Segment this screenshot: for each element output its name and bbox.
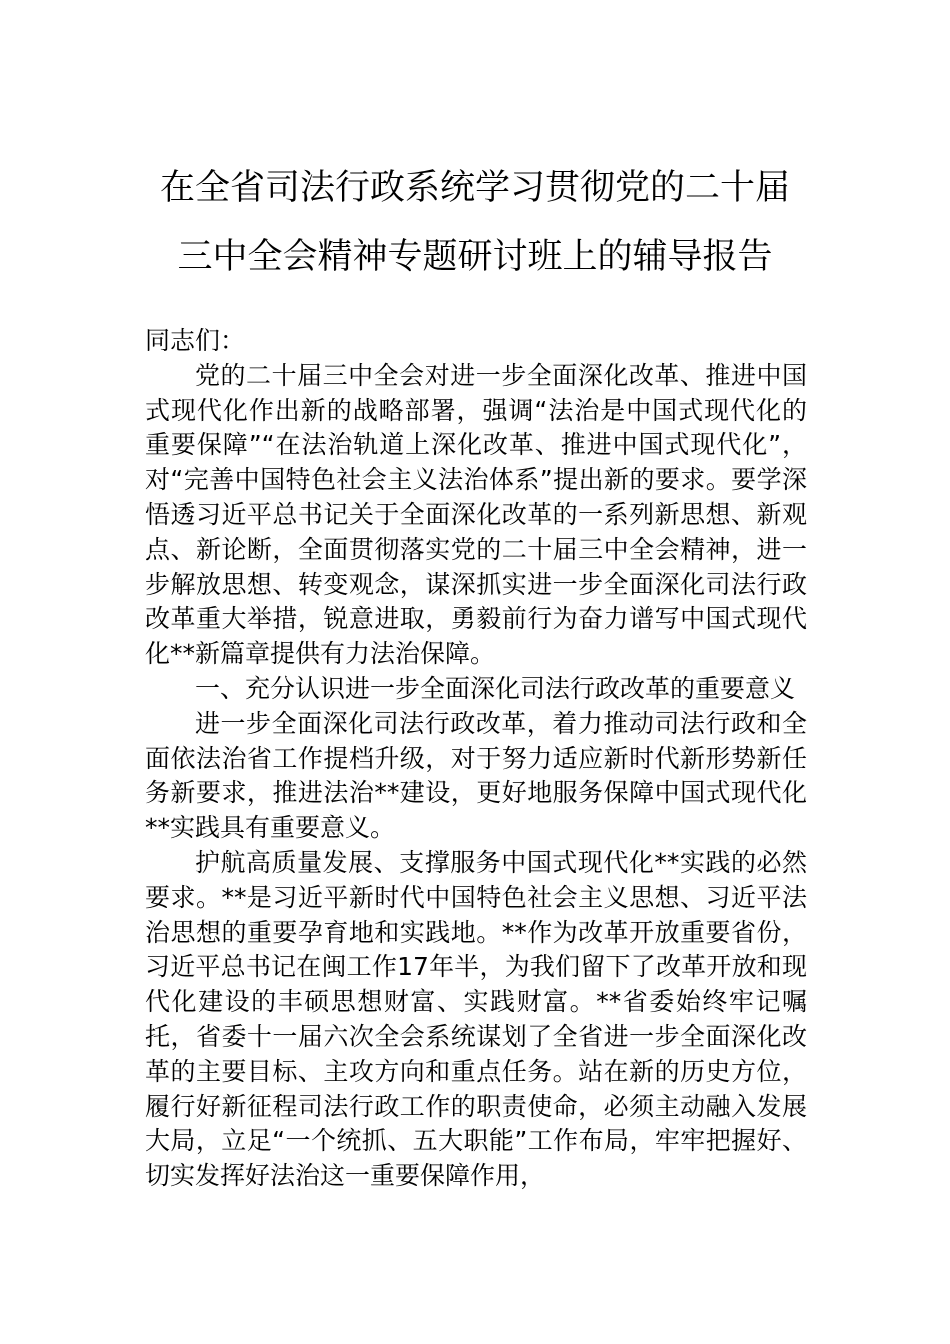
salutation: 同志们：	[145, 326, 246, 355]
document-title-line-2: 三中全会精神专题研讨班上的辅导报告	[177, 237, 773, 277]
paragraph-intro: 党的二十届三中全会对进一步全面深化改革、推进中国式现代化作出新的战略部署，强调“法治是中国式现代化的重要保障”“在法治轨道上深化改革、推进中国式现代化”，对“完善中国特色社会主义法治体系”提出新的要求。要学深悟透习近平总书记关于全面深化改革的一系列新思想、新观点、新论断，全面贯彻落实党的二十届三中全会精神，进一步解放思想、转变观念，谋深抓实进一步全面深化司法行政改革重大举措，锐意进取，勇毅前行为奋力谱写中国式现代化**新篇章提供有力法治保障。	[145, 360, 807, 669]
document-body	[145, 324, 807, 1194]
document-title-line-1: 在全省司法行政系统学习贯彻党的二十届	[159, 168, 790, 208]
section-heading-1: 一、充分认识进一步全面深化司法行政改革的重要意义	[195, 673, 796, 703]
paragraph-section-1-intro: 进一步全面深化司法行政改革，着力推动司法行政和全面依法治省工作提档升级，对于努力适应新时代新形势新任务新要求，推进法治**建设，更好地服务保障中国式现代化**实践具有重要意义。	[145, 708, 807, 843]
paragraph-section-1-point-1: 护航高质量发展、支撑服务中国式现代化**实践的必然要求。**是习近平新时代中国特色社会主义思想、习近平法治思想的重要孕育地和实践地。**作为改革开放重要省份，习近平总书记在闽工作17年半，为我们留下了改革开放和现代化建设的丰硕思想财富、实践财富。**省委始终牢记嘱托，省委十一届六次全会系统谋划了全省进一步全面深化改革的主要目标、主攻方向和重点任务。站在新的历史方位，履行好新征程司法行政工作的职责使命，必须主动融入发展大局，立足“一个统抓、五大职能”工作布局，牢牢把握好、切实发挥好法治这一重要保障作用，	[145, 847, 807, 1191]
